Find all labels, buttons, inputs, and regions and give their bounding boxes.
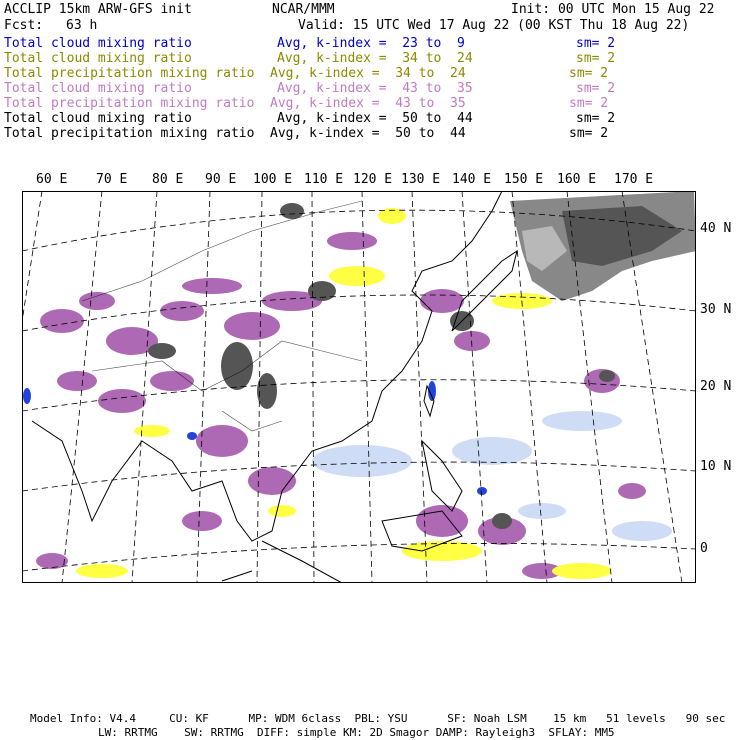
- lat-label: 30 N: [700, 302, 732, 317]
- legend-sm: sm= 2: [576, 81, 616, 96]
- legend-avg: Avg, k-index = 50 to 44: [277, 111, 473, 126]
- lon-label: 110 E: [304, 172, 344, 187]
- legend-avg: Avg, k-index = 43 to 35: [277, 81, 473, 96]
- legend-avg: Avg, k-index = 34 to 24: [277, 51, 473, 66]
- legend-field: Total precipitation mixing ratio: [4, 66, 255, 81]
- model-info-line2: LW: RRTMG SW: RRTMG DIFF: simple KM: 2D Smagor DAMP: Rayleigh3 SFLAY: MM5: [98, 726, 615, 739]
- lat-label: 40 N: [700, 221, 732, 236]
- center-label: NCAR/MMM: [272, 2, 335, 17]
- lon-label: 70 E: [96, 172, 128, 187]
- lat-label: 10 N: [700, 459, 732, 474]
- lon-label: 100 E: [253, 172, 293, 187]
- model-info-line1: Model Info: V4.4 CU: KF MP: WDM 6class PBL: YSU SF: Noah LSM 15 km 51 levels 90 sec: [30, 712, 726, 725]
- lon-label: 140 E: [452, 172, 492, 187]
- init-time: Init: 00 UTC Mon 15 Aug 22: [511, 2, 715, 17]
- legend-field: Total precipitation mixing ratio: [4, 96, 255, 111]
- legend-avg: Avg, k-index = 50 to 44: [270, 126, 466, 141]
- product-title: ACCLIP 15km ARW-GFS init: [4, 2, 192, 17]
- lon-label: 120 E: [353, 172, 393, 187]
- legend-field: Total cloud mixing ratio: [4, 81, 192, 96]
- legend-avg: Avg, k-index = 23 to 9: [277, 36, 465, 51]
- legend-sm: sm= 2: [576, 111, 616, 126]
- legend-field: Total cloud mixing ratio: [4, 36, 192, 51]
- legend-sm: sm= 2: [569, 126, 609, 141]
- lon-label: 130 E: [401, 172, 441, 187]
- legend-field: Total cloud mixing ratio: [4, 111, 192, 126]
- legend-avg: Avg, k-index = 43 to 35: [270, 96, 466, 111]
- lon-label: 90 E: [205, 172, 237, 187]
- legend-avg: Avg, k-index = 34 to 24: [270, 66, 466, 81]
- lon-label: 160 E: [557, 172, 597, 187]
- forecast-map: [22, 191, 696, 583]
- legend-sm: sm= 2: [576, 51, 616, 66]
- lon-label: 60 E: [36, 172, 68, 187]
- legend-sm: sm= 2: [576, 36, 616, 51]
- forecast-hour: 63 h: [66, 18, 98, 33]
- lon-label: 80 E: [152, 172, 184, 187]
- lon-label: 170 E: [614, 172, 654, 187]
- legend-sm: sm= 2: [569, 66, 609, 81]
- legend-sm: sm= 2: [569, 96, 609, 111]
- lat-label: 0: [700, 541, 708, 556]
- legend-field: Total precipitation mixing ratio: [4, 126, 255, 141]
- valid-time: Valid: 15 UTC Wed 17 Aug 22 (00 KST Thu 18 Aug 22): [298, 18, 690, 33]
- lon-label: 150 E: [504, 172, 544, 187]
- lat-label: 20 N: [700, 379, 732, 394]
- forecast-label: Fcst:: [4, 18, 44, 33]
- legend-field: Total cloud mixing ratio: [4, 51, 192, 66]
